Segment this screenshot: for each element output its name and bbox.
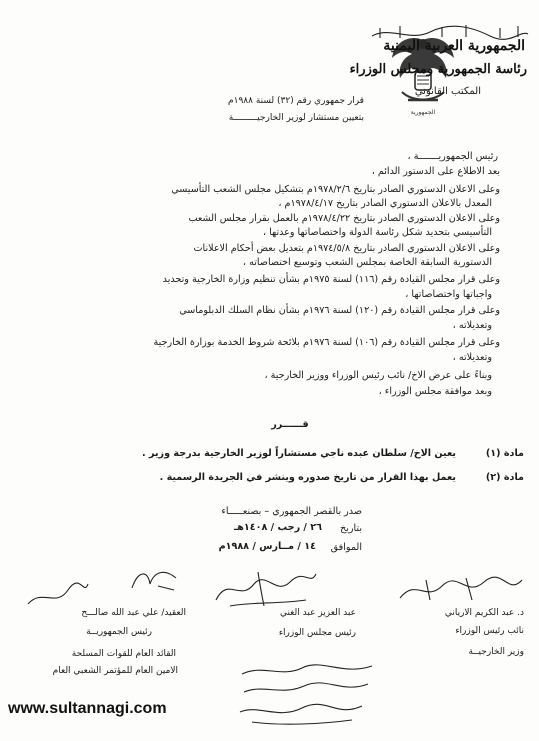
body-line: المعدل بالاعلان الدستوري الصادر بتاريخ ١٩٧٨/٤/١٧م ، [278,198,492,209]
republic-name: الجمهورية العربية اليمنية [383,38,525,54]
article-1-label: مادة (١) [485,448,524,459]
article-1-text: يعين الاخ/ سلطان عبده ناجي مستشاراً لوزير الخارجية بدرجة وزير . [142,448,456,459]
gregorian-label: الموافق [330,542,362,553]
addressee: رئيس الجمهوريـــــــة ، [407,151,498,162]
signatory-3-name: العقيد/ علي عبد الله صالـــح [81,608,186,618]
decree-title-line1: قرار جمهوري رقم (٣٢) لسنة ١٩٨٨م [228,96,364,106]
body-line: وعلى الاعلان الدستوري الصادر بتاريخ ١٩٧٨/٤/٢٢م بالعمل بقرار مجلس الشعب [188,213,500,224]
body-line: بعد الاطلاع على الدستور الدائم ، [371,166,500,177]
signatory-3-title2: القائد العام للقوات المسلحة [71,649,176,659]
hijri-label: بتاريخ [340,523,362,534]
decided-heading: قــــــرر [271,419,309,430]
body-line: وبعد موافقة مجلس الوزراء ، [378,386,492,397]
body-line: وبناءً على عرض الاخ/ نائب رئيس الوزراء ووزير الخارجية ، [264,370,492,381]
signatory-2-name: عبد العزيز عبد الغني [279,608,356,618]
article-2-text: يعمل بهذا القرار من تاريخ صدوره وينشر في الجريدة الرسمية . [159,472,456,483]
signature-abdulghani [210,566,320,610]
body-line: وعلى الاعلان الدستوري الصادر بتاريخ ١٩٧٤/٥/٨م بتعديل بعض أحكام الاعلانات [193,243,500,254]
handwritten-note [232,660,382,730]
article-2-label: مادة (٢) [485,472,524,483]
body-line: وتعديلاته ، [452,352,492,363]
body-line: التأسيسي بتحديد شكل رئاسة الدولة واختصاصاتها وعدتها ، [262,227,492,238]
issued-place: صدر بالقصر الجمهوري – بصنعـــــاء [221,506,362,517]
website-watermark: www.sultannagi.com [8,700,167,717]
body-line: وعلى قرار مجلس القيادة رقم (١٠٦) لسنة ١٩٧٦م بلائحة شروط الخدمة بوزارة الخارجية [153,337,500,348]
signature-saleh [128,564,180,594]
decree-title-line2: بتعيين مستشار لوزير الخارجيـــــــــة [228,113,364,123]
initials-scribble [22,578,92,612]
signatory-3-title: رئيس الجمهوريــة [86,627,152,637]
signatory-3-title3: الامين العام للمؤتمر الشعبي العام [52,666,178,676]
presidency-name: رئاسة الجمهورية ومجلس الوزراء [349,62,527,77]
gregorian-date: ١٤ / مــارس / ١٩٨٨م [218,541,316,552]
body-line: وعلى الاعلان الدستوري الصادر بتاريخ ١٩٧٨/٢/٦م بتشكيل مجلس الشعب التأسيسي [171,184,500,195]
body-line: الدستورية السابقة الخاصة بمجلس الشعب وتوسيع اختصاصاته ، [242,257,492,268]
signatory-2-title: رئيس مجلس الوزراء [278,628,356,638]
hijri-date: ٢٦ / رجب / ١٤٠٨هـ [233,522,322,533]
signature-eryani [396,572,526,606]
office-name: المكتب القانوني [414,86,481,97]
signatory-1-name: د. عبد الكريم الارياني [444,608,524,618]
body-line: وعلى قرار مجلس القيادة رقم (١١٦) لسنة ١٩٧٥م بشأن تنظيم وزارة الخارجية وتحديد [162,274,500,285]
body-line: واجباتها واختصاصاتها ، [405,289,492,300]
signatory-1-title2: وزير الخارجيــة [468,647,524,657]
svg-text:الجمهورية: الجمهورية [410,109,436,116]
body-line: وتعديلاته ، [452,320,492,331]
body-line: وعلى قرار مجلس القيادة رقم (١٢٠) لسنة ١٩٧٦م بشأن نظام السلك الدبلوماسي [179,305,500,316]
signatory-1-title: نائب رئيس الوزراء [455,626,524,636]
